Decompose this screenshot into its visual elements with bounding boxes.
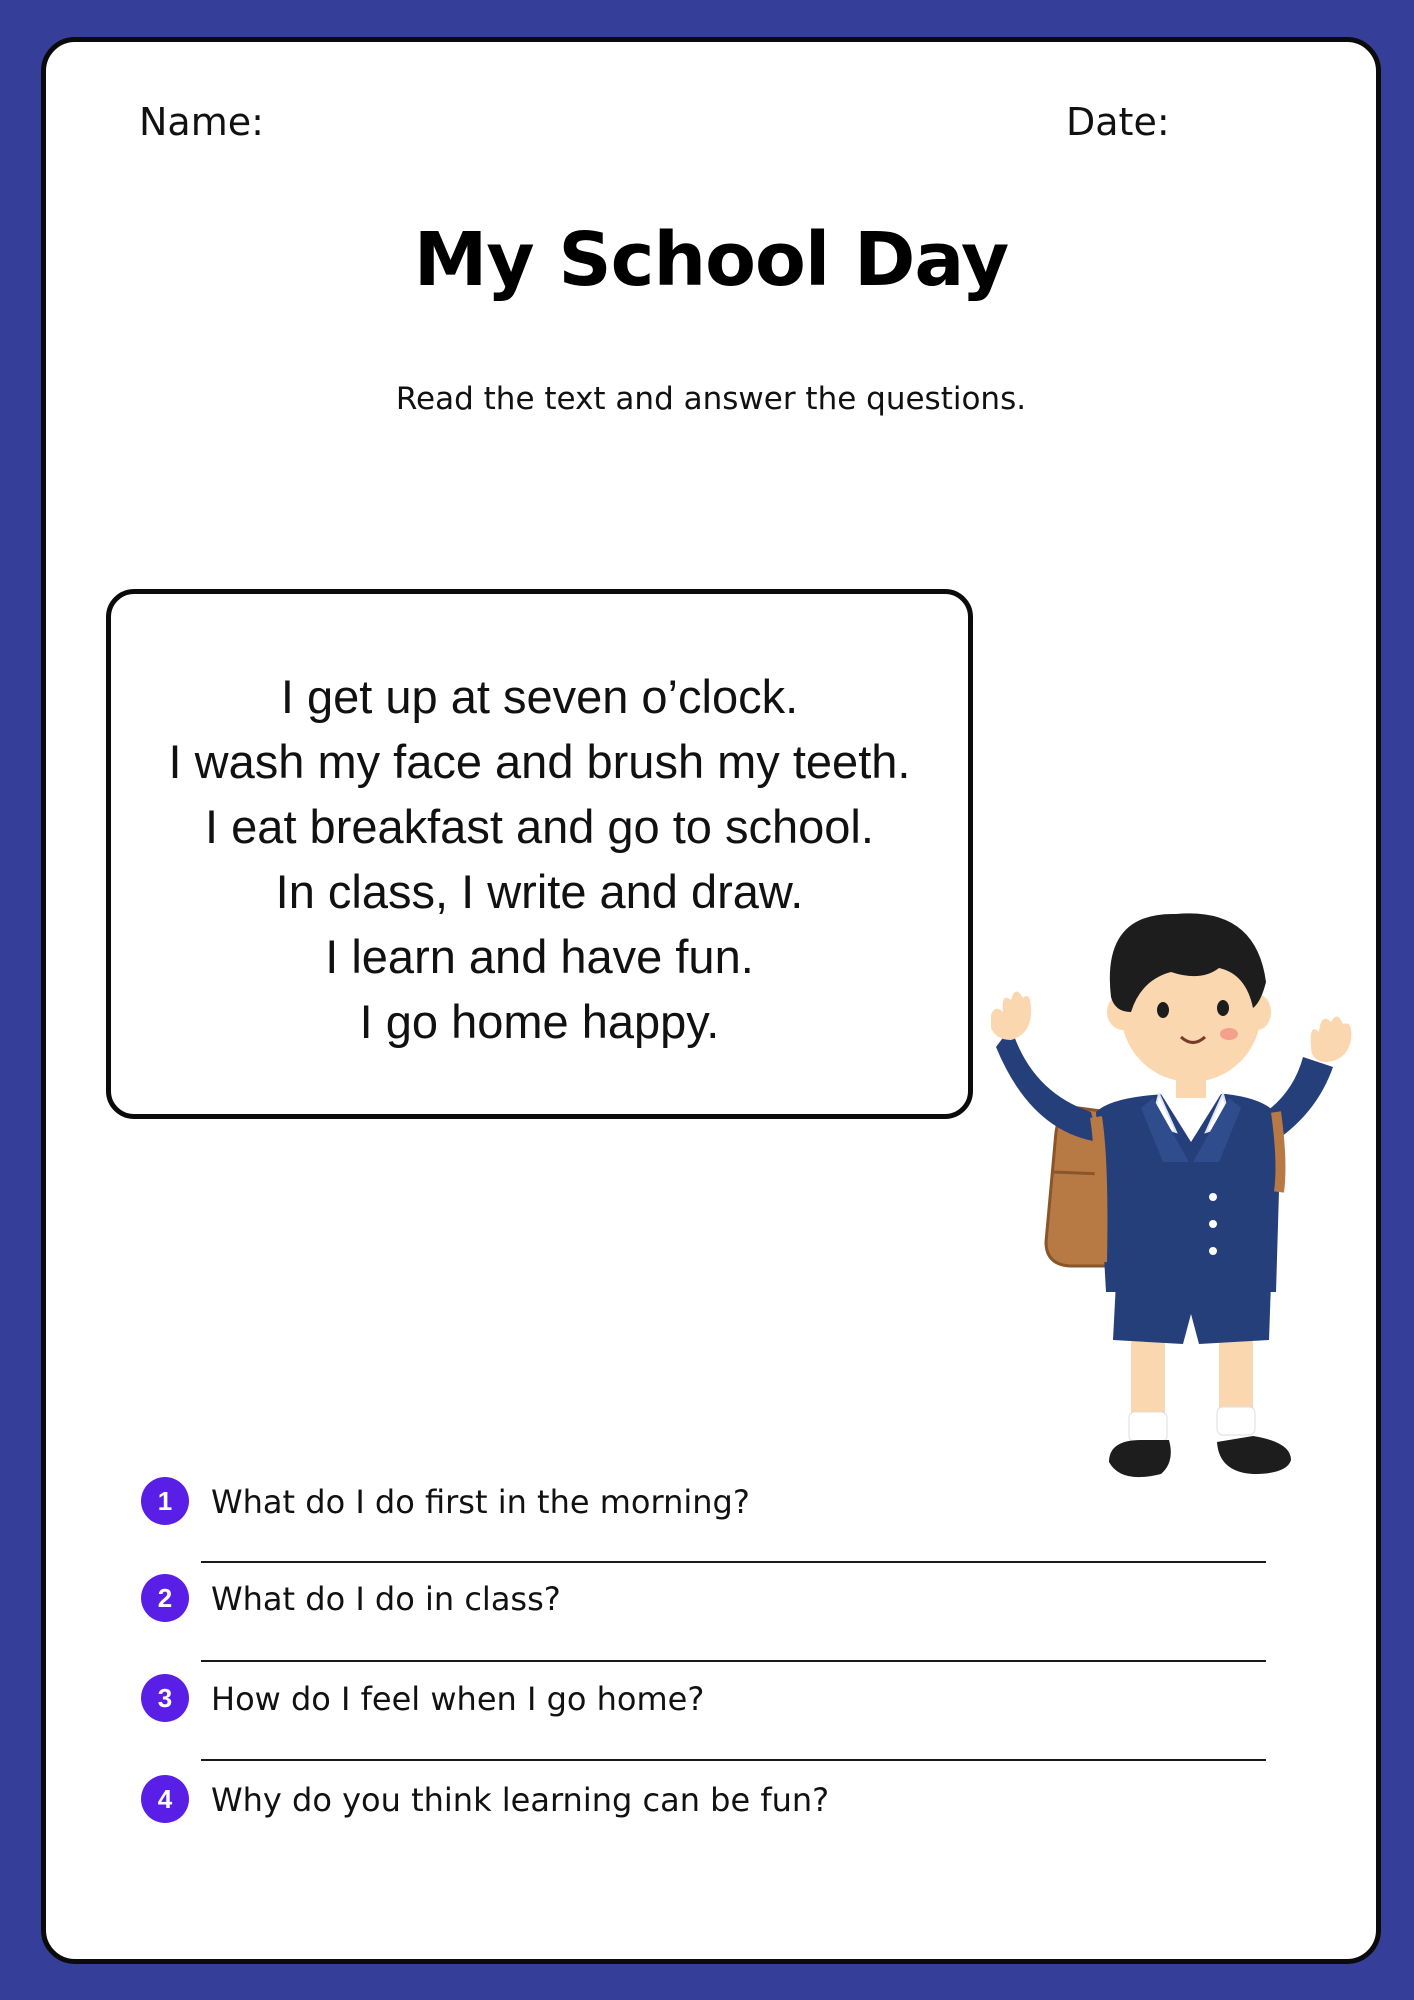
answer-line[interactable] [201,1561,1266,1563]
reading-line: I wash my face and brush my teeth. [168,735,911,788]
reading-passage-box [106,589,973,1119]
question-2 [141,1574,1281,1630]
reading-line: I go home happy. [359,995,720,1048]
schoolboy-illustration-icon [991,862,1386,1522]
question-text: What do I do in class? [211,1580,561,1618]
answer-line[interactable] [201,1759,1266,1761]
question-text: What do I do first in the morning? [211,1483,750,1521]
name-label: Name: [139,100,264,144]
question-1 [141,1477,1281,1533]
date-label: Date: [1066,100,1170,144]
page-title: My School Day [413,217,1009,303]
question-text: How do I feel when I go home? [211,1680,705,1718]
reading-line: In class, I write and draw. [275,865,804,918]
answer-line[interactable] [201,1660,1266,1662]
reading-line: I eat breakfast and go to school. [205,800,874,853]
question-4 [141,1775,1281,1831]
reading-line: I learn and have fun. [325,930,754,983]
question-3 [141,1674,1281,1730]
worksheet-card [41,37,1381,1964]
reading-line: I get up at seven o’clock. [280,670,799,723]
question-text: Why do you think learning can be fun? [211,1781,830,1819]
question-number-badge: 1 [141,1477,189,1525]
instruction-text: Read the text and answer the questions. [395,381,1027,417]
question-number-badge: 3 [141,1674,189,1722]
question-number-badge: 4 [141,1775,189,1823]
question-number-badge: 2 [141,1574,189,1622]
